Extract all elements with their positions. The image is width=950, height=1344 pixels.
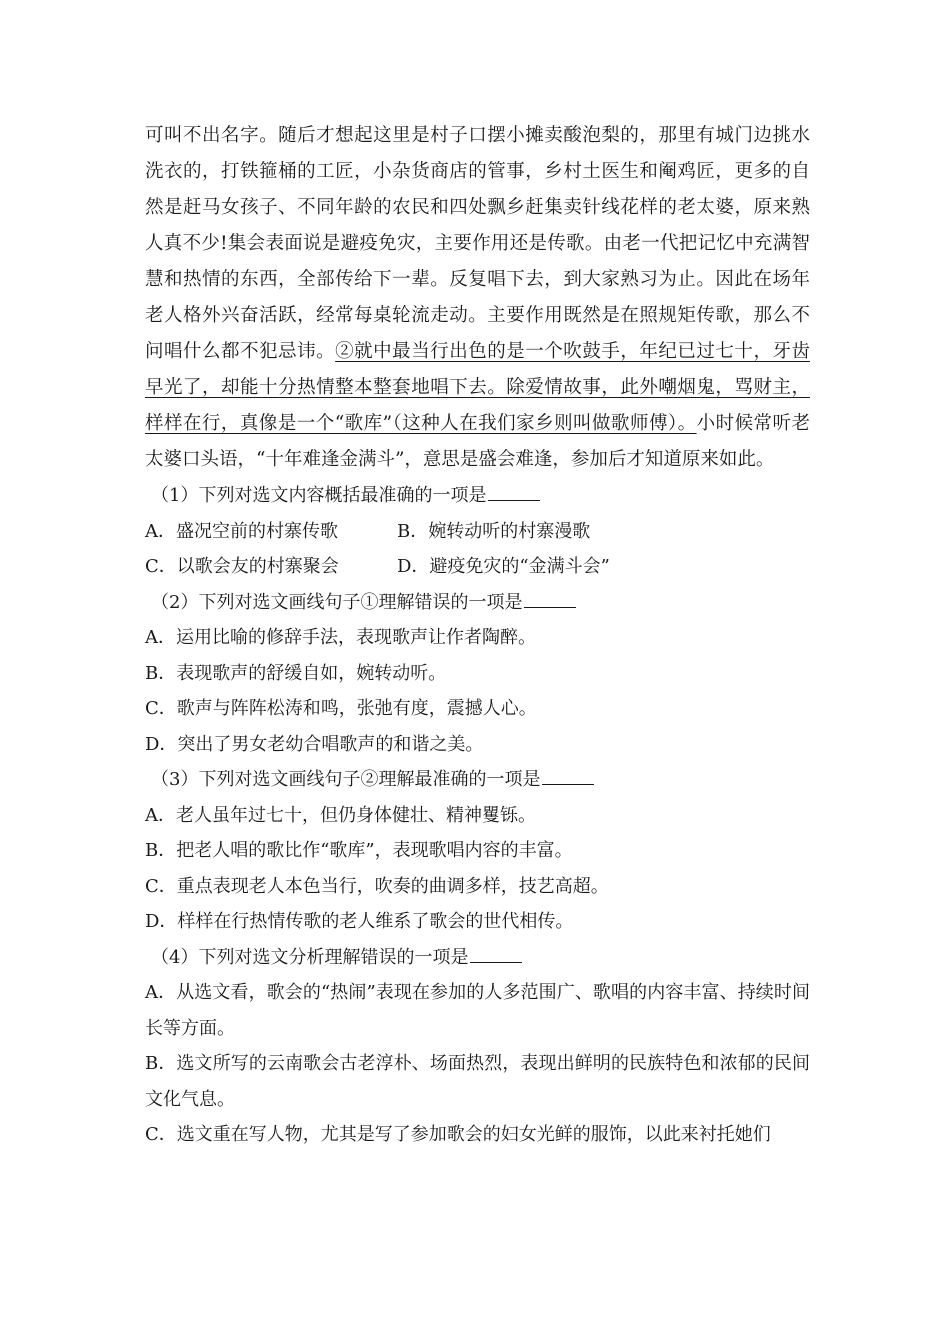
question-4-stem-text: （4）下列对选文分析理解错误的一项是 [151,946,469,968]
question-3-option-d: D．样样在行热情传歌的老人维系了歌会的世代相传。 [145,911,574,932]
question-2-stem [145,585,810,621]
question-1-stem [145,478,810,514]
document-page [145,118,810,1153]
question-1-option-d: D．避疫免灾的“金满斗会” [397,556,610,577]
question-2-option-a: A．运用比喻的修辞手法，表现歌声让作者陶醉。 [145,627,536,648]
question-2-stem-text: （2）下列对选文画线句子①理解错误的一项是 [151,591,523,613]
passage-text-part2: 小时候常听老太婆口头语，“十年难逢金满斗”，意思是盛会难逢，参加后才知道原来如此。 [145,413,810,470]
question-1-option-c: C．以歌会友的村寨聚会 [145,556,339,577]
answer-blank [470,942,522,963]
question-1-options-row-1 [145,514,810,550]
question-4-option-b: B．选文所写的云南歌会古老淳朴、场面热烈，表现出鲜明的民族特色和浓郁的民间文化气息。 [145,1053,810,1110]
passage-text-part1: 可叫不出名字。随后才想起这里是村子口摆小摊卖酸泡梨的，那里有城门边挑水洗衣的，打铁箍桶的工匠，小杂货商店的管事，乡村土医生和阉鸡匠，更多的自然是赶马女孩子、不同年龄的农民和四处飘乡赶集卖针线花样的老太婆，原来熟人真不少!集会表面说是避疫免灾，主要作用还是传歌。由老一代把记忆中充满智慧和热情的东西，全部传给下一辈。反复唱下去，到大家熟习为止。因此在场年老人格外兴奋活跃，经常每桌轮流走动。主要作用既然是在照规矩传歌，那么不问唱什么都不犯忌讳。 [145,125,811,362]
question-1-stem-text: （1）下列对选文内容概括最准确的一项是 [151,485,487,506]
question-4-option-c: C．选文重在写人物，尤其是写了参加歌会的妇女光鲜的服饰，以此来衬托她们 [145,1124,771,1145]
question-1-options-row-2 [145,549,810,585]
question-3-option-a: A．老人虽年过七十，但仍身体健壮、精神矍铄。 [145,804,536,826]
answer-blank [542,764,594,785]
answer-blank [488,480,540,501]
question-1-option-a: A．盛况空前的村寨传歌 [145,520,338,542]
question-2-option-d: D．突出了男女老幼合唱歌声的和谐之美。 [145,733,484,755]
question-3-stem-text: （3）下列对选文画线句子②理解最准确的一项是 [151,769,541,790]
question-3-option-c: C．重点表现老人本色当行，吹奏的曲调多样，技艺高超。 [145,875,609,897]
question-2-option-b: B．表现歌声的舒缓自如，婉转动听。 [145,662,447,684]
underlined-sentence-2: ②就中最当行出色的是一个吹鼓手，年纪已过七十，牙齿早光了，却能十分热情整本整套地唱下去。除爱情故事，此外嘲烟鬼，骂财主，样样在行，真像是一个“歌库”（这种人在我们家乡则叫做歌师傅）。 [145,341,810,434]
passage-paragraph [145,118,810,478]
question-4-stem [145,940,810,976]
question-4-option-a: A．从选文看，歌会的“热闹”表现在参加的人多范围广、歌唱的内容丰富、持续时间长等方面。 [145,982,810,1039]
question-2-option-c: C．歌声与阵阵松涛和鸣，张弛有度，震撼人心。 [145,698,537,719]
answer-blank [524,587,576,608]
question-1-option-b: B．婉转动听的村寨漫歌 [397,520,591,542]
question-3-stem [145,762,810,798]
question-3-option-b: B．把老人唱的歌比作“歌库”，表现歌唱内容的丰富。 [145,840,573,861]
